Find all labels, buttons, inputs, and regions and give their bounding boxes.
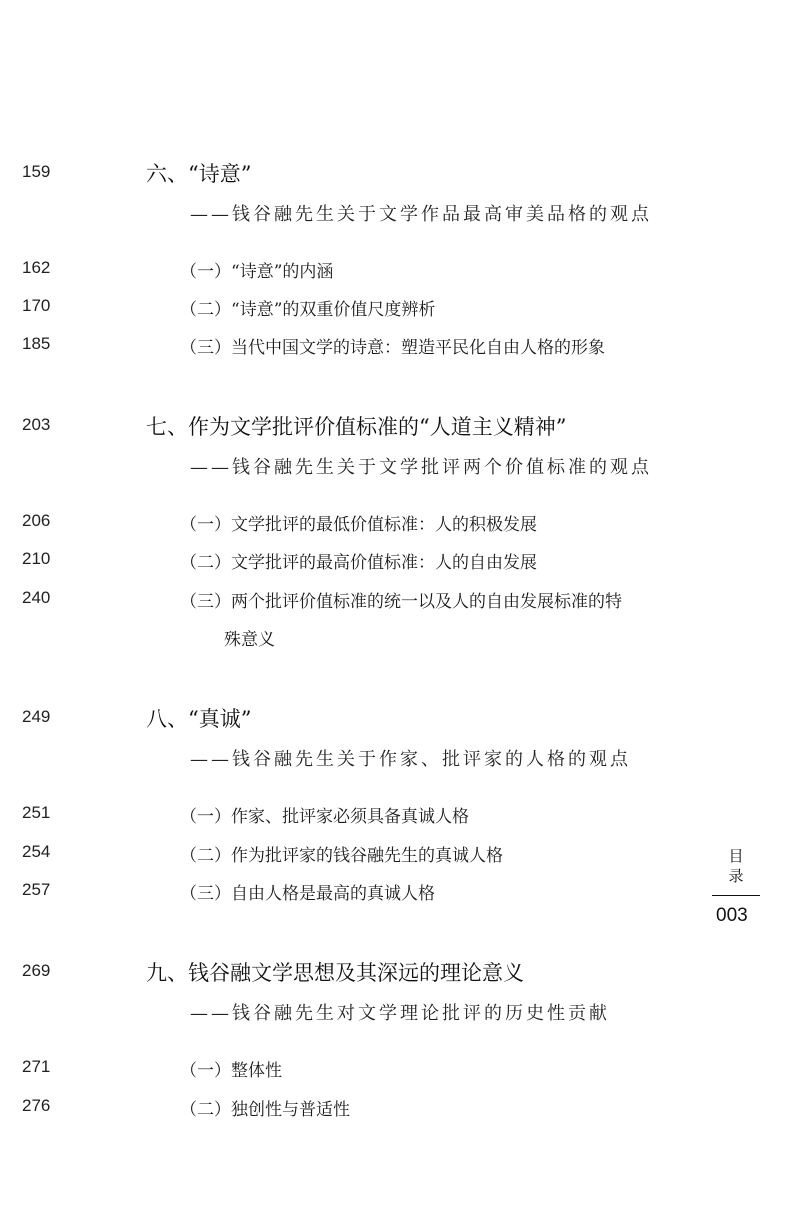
toc-item: （二）独创性与普适性 [180, 1100, 350, 1120]
toc-item: （一）文学批评的最低价值标准：人的积极发展 [180, 515, 537, 535]
chapter-title: 八、“真诚” [146, 707, 252, 731]
item-page-number: 240 [22, 588, 51, 607]
chapter-page-number: 203 [22, 415, 51, 434]
chapter-subtitle: ——钱谷融先生关于文学作品最高审美品格的观点 [190, 204, 652, 225]
chapter-subtitle: ——钱谷融先生关于文学批评两个价值标准的观点 [190, 457, 652, 478]
item-page-number: 170 [22, 296, 51, 315]
item-page-number: 206 [22, 511, 51, 530]
chapter-page-number: 269 [22, 961, 51, 980]
toc-item: （三）当代中国文学的诗意：塑造平民化自由人格的形象 [180, 338, 605, 358]
item-page-number: 162 [22, 258, 51, 277]
item-page-number: 254 [22, 842, 51, 861]
toc-item: （二）作为批评家的钱谷融先生的真诚人格 [180, 846, 503, 866]
item-page-number: 251 [22, 803, 51, 822]
page-number: 003 [716, 905, 748, 926]
sidebar-section-label [726, 846, 746, 886]
toc-item: （一）整体性 [180, 1061, 282, 1081]
toc-item: （一）作家、批评家必须具备真诚人格 [180, 807, 469, 827]
item-page-number: 185 [22, 334, 51, 353]
toc-item: （三）自由人格是最高的真诚人格 [180, 884, 435, 904]
toc-item: （二）文学批评的最高价值标准：人的自由发展 [180, 553, 537, 573]
item-page-number: 276 [22, 1096, 51, 1115]
toc-item-continuation: 殊意义 [224, 630, 275, 650]
chapter-subtitle: ——钱谷融先生对文学理论批评的历史性贡献 [190, 1003, 610, 1024]
sidebar-rule [712, 895, 760, 896]
chapter-subtitle: ——钱谷融先生关于作家、批评家的人格的观点 [190, 749, 631, 770]
item-page-number: 271 [22, 1057, 51, 1076]
chapter-title: 六、“诗意” [146, 162, 252, 186]
chapter-title: 七、作为文学批评价值标准的“人道主义精神” [146, 415, 567, 439]
item-page-number: 210 [22, 549, 51, 568]
toc-item: （三）两个批评价值标准的统一以及人的自由发展标准的特 [180, 592, 622, 612]
toc-item: （二）“诗意”的双重价值尺度辨析 [180, 300, 436, 320]
item-page-number: 257 [22, 880, 51, 899]
toc-item: （一）“诗意”的内涵 [180, 262, 334, 282]
chapter-page-number: 159 [22, 162, 51, 181]
sidebar-label-bottom: 录 [728, 867, 744, 885]
chapter-page-number: 249 [22, 707, 51, 726]
chapter-title: 九、钱谷融文学思想及其深远的理论意义 [146, 961, 524, 985]
sidebar-label-top: 目 [728, 847, 744, 865]
